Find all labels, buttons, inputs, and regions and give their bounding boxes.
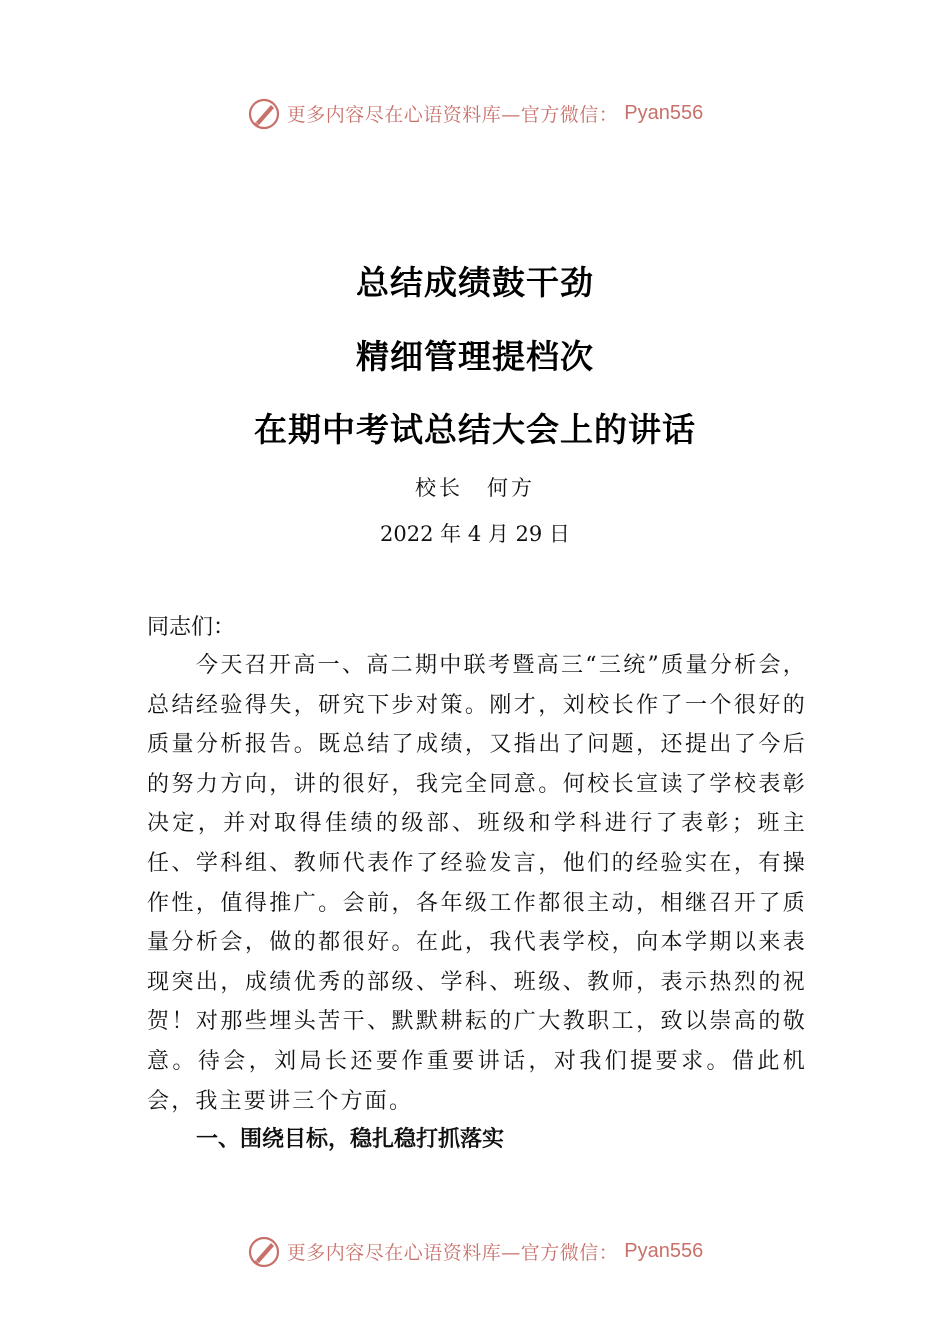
title-line-2: 精细管理提档次 bbox=[356, 337, 594, 376]
date: 2022 年 4 月 29 日 bbox=[380, 522, 570, 546]
pen-logo-icon bbox=[247, 96, 281, 130]
title-line-1: 总结成绩鼓干劲 bbox=[356, 263, 594, 302]
author: 校长 何方 bbox=[415, 476, 535, 500]
greeting: 同志们： bbox=[147, 615, 236, 640]
body-paragraph: 今天召开高一、高二期中联考暨高三“三统”质量分析会，总结经验得失，研究下步对策。刚才，刘校长作了一个很好的质量分析报告。既总结了成绩，又指出了问题，还提出了今后的努力方向，讲的很好，我完全同意。何校长宣读了学校表彰决定，并对取得佳绩的级部、班级和学科进行了表彰；班主任、学科组、教师代表作了经验发言，他们的经验实在，有操作性，值得推广。会前，各年级工作都很主动，相继召开了质量分析会，做的都很好。在此，我代表学校，向本学期以来表现突出，成绩优秀的部级、学科、班级、教师，表示热烈的祝贺！对那些埋头苦干、默默耕耘的广大教职工，致以崇高的敬意。待会，刘局长还要作重要讲话，对我们提要求。借此机会，我主要讲三个方面。 bbox=[147, 653, 807, 1114]
pen-logo-icon bbox=[247, 1234, 281, 1268]
footer-watermark bbox=[0, 1234, 950, 1268]
watermark-text: 更多内容尽在心语资料库—官方微信： bbox=[286, 103, 619, 126]
watermark-text: 更多内容尽在心语资料库—官方微信： bbox=[286, 1241, 619, 1264]
header-watermark bbox=[0, 96, 950, 130]
section-heading: 一、围绕目标，稳扎稳打抓落实 bbox=[196, 1127, 505, 1152]
title-line-3: 在期中考试总结大会上的讲话 bbox=[254, 410, 696, 449]
watermark-code: Pyan556 bbox=[624, 101, 704, 124]
watermark-code: Pyan556 bbox=[624, 1239, 704, 1262]
